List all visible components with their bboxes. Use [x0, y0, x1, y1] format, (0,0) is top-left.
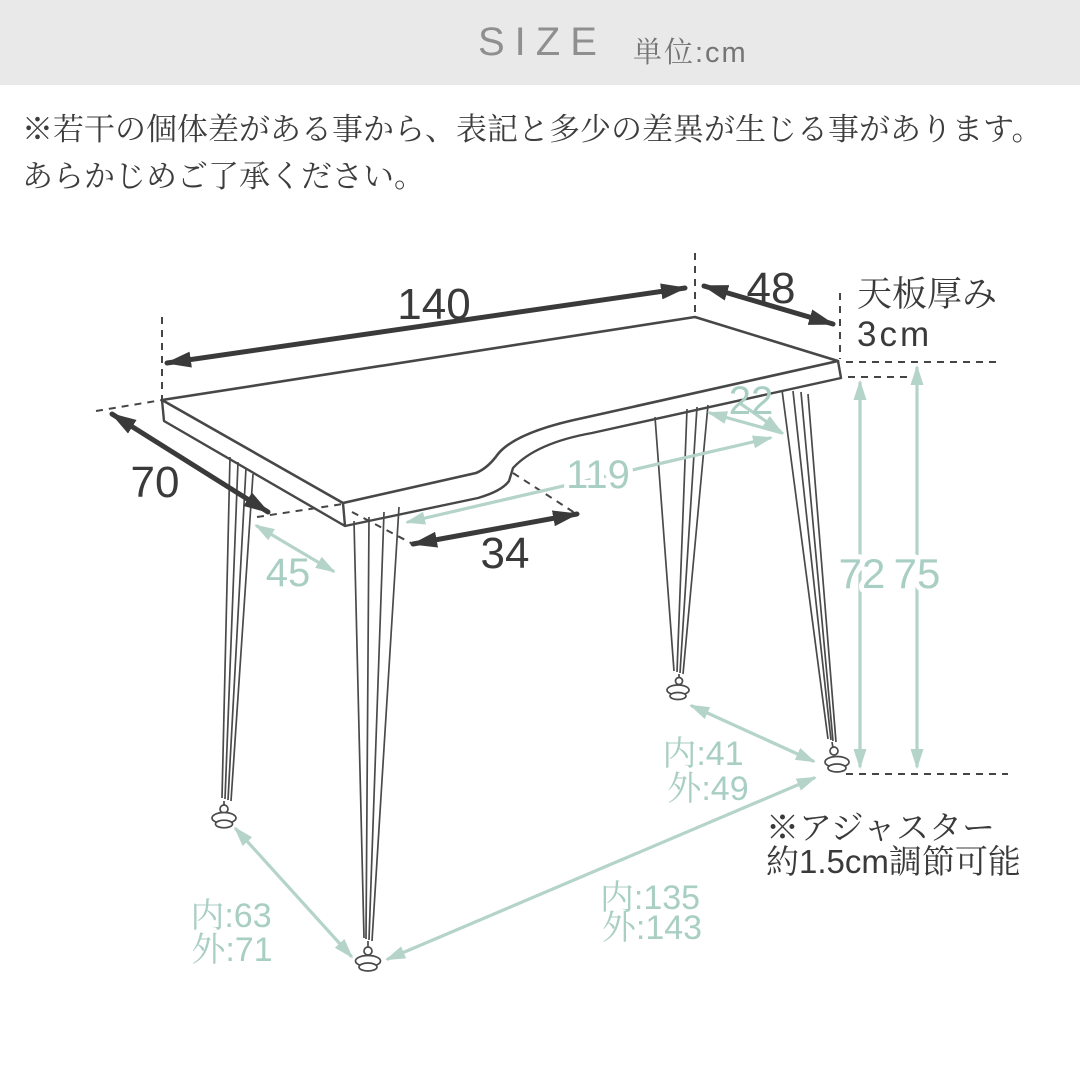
adjuster-foot-front-middle — [356, 947, 381, 971]
dim-label-22: 22 — [728, 379, 774, 423]
size-title: SIZE — [478, 20, 607, 64]
dim-label-75: 75 — [893, 550, 941, 597]
adjuster-foot-front-right — [825, 747, 849, 772]
dim-label-inner-41: 内:41 — [662, 735, 744, 773]
dim-label-45: 45 — [265, 551, 311, 595]
desk-leg-front-right — [782, 390, 836, 748]
desk-leg-front-middle — [354, 507, 399, 947]
adjuster-foot-back-right — [667, 678, 689, 700]
dim-label-outer-143: 外:143 — [601, 909, 703, 947]
dim-label-119: 119 — [566, 453, 630, 497]
dim-label-34: 34 — [480, 529, 530, 578]
dim-label-inner-135: 内:135 — [599, 879, 701, 917]
desk-leg-front-left — [222, 457, 253, 806]
note-thickness-value: 3cm — [857, 315, 933, 354]
disclaimer-line-1: ※若干の個体差がある事から、表記と多少の差異が生じる事があります。 — [22, 112, 1043, 147]
dim-label-outer-49: 外:49 — [667, 770, 749, 808]
desk-leg-back-right — [655, 405, 708, 678]
dim-label-140: 140 — [397, 280, 471, 329]
dim-label-inner-63: 内:63 — [190, 897, 272, 935]
dim-label-48: 48 — [746, 264, 796, 313]
note-thickness-label: 天板厚み — [857, 275, 998, 314]
adjuster-foot-front-left — [212, 805, 236, 828]
unit-label: 単位:cm — [633, 37, 748, 69]
note-adjuster-line-2: 約1.5cm調節可能 — [766, 843, 1021, 880]
dim-label-outer-71: 外:71 — [191, 931, 273, 969]
disclaimer-line-2: あらかじめご了承ください。 — [22, 159, 425, 194]
dim-label-70: 70 — [130, 458, 180, 507]
note-adjuster-line-1: ※アジャスター — [766, 809, 996, 846]
dim-label-72: 72 — [838, 550, 886, 597]
